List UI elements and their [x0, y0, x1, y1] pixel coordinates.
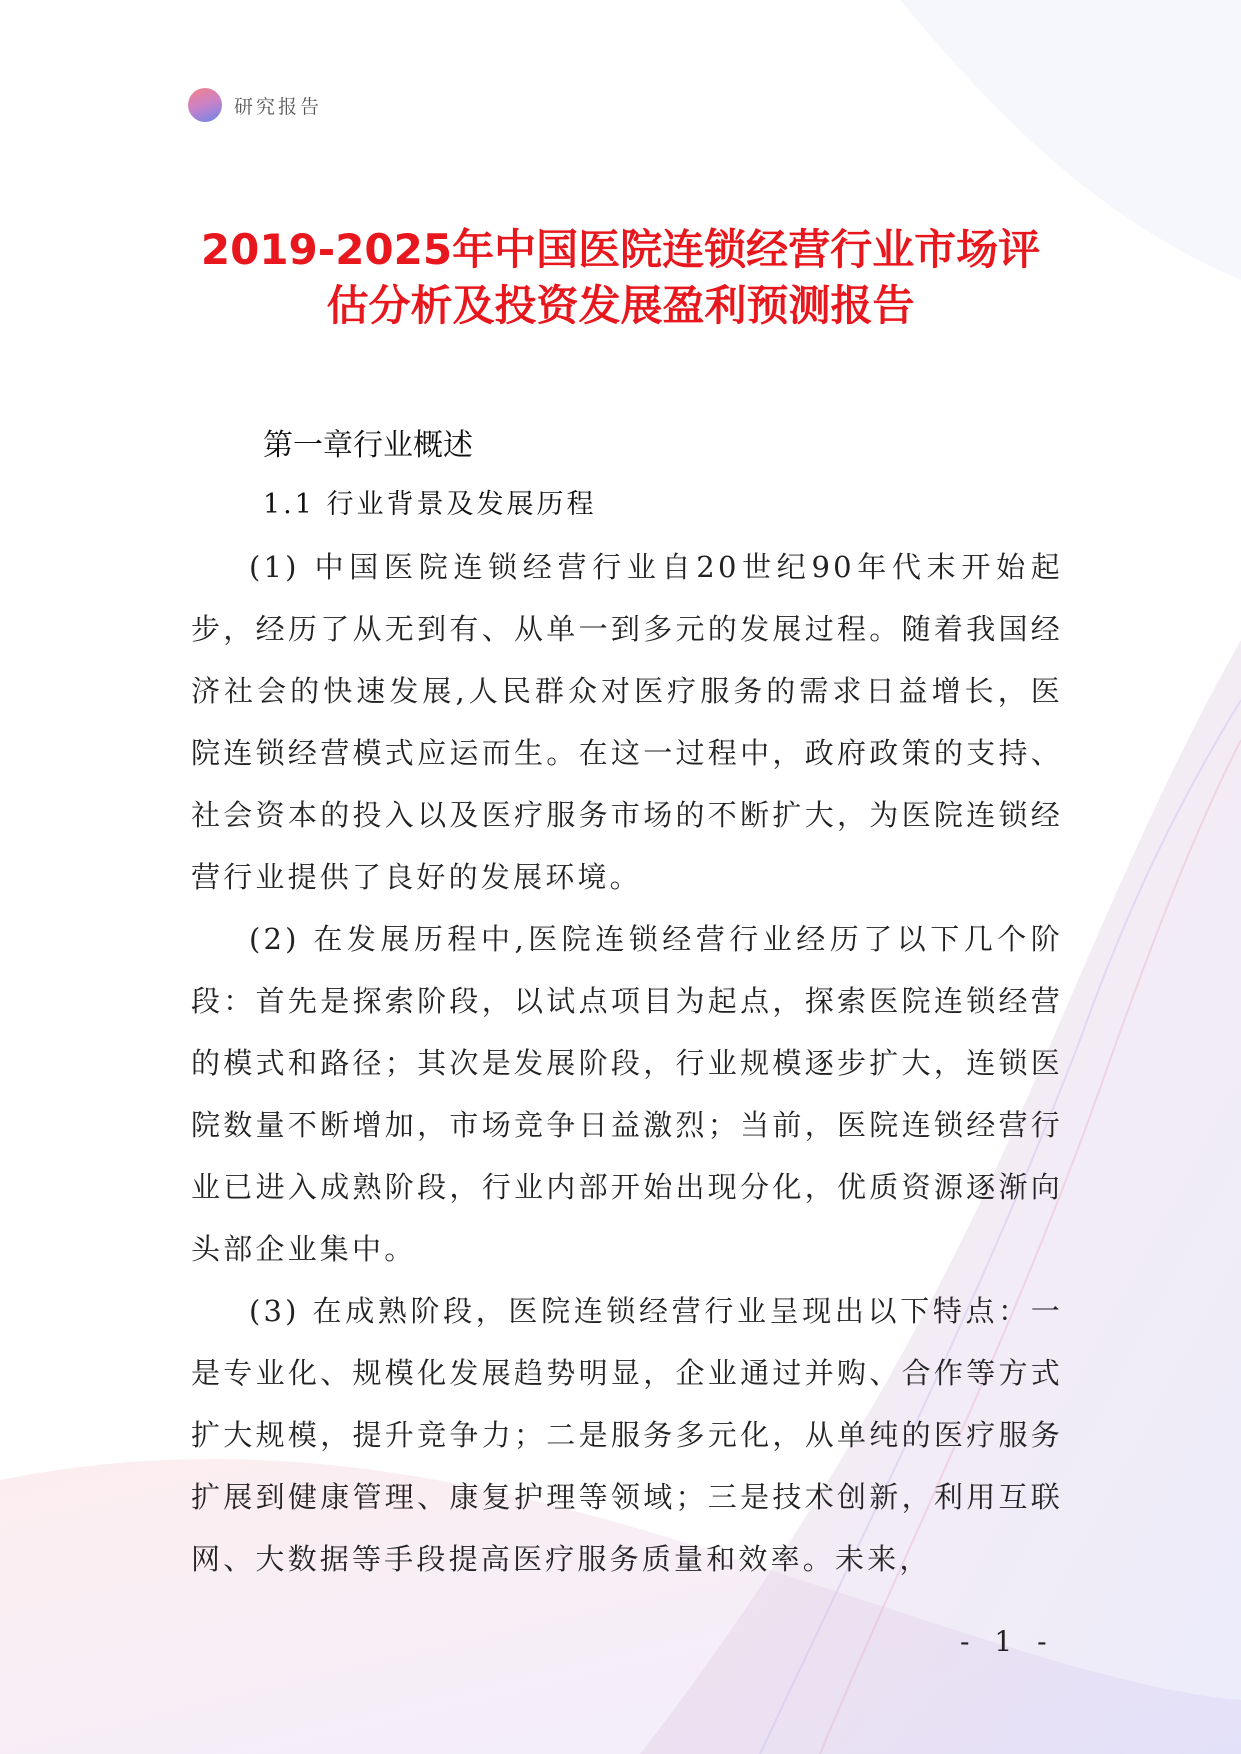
document-title [150, 222, 1091, 334]
paragraph-2: (2) 在发展历程中,医院连锁经营行业经历了以下几个阶段：首先是探索阶段，以试点项目为起点，探索医院连锁经营的模式和路径；其次是发展阶段，行业规模逐步扩大，连锁医院数量不断增加，市场竞争日益激烈；当前，医院连锁经营行业已进入成熟阶段，行业内部开始出现分化，优质资源逐渐向头部企业集中。 [191, 922, 1063, 1266]
logo-circle-icon [188, 88, 222, 122]
title-line-2: 估分析及投资发展盈利预测报告 [326, 281, 915, 330]
page-number: - 1 - [960, 1625, 1055, 1658]
report-header [188, 88, 322, 122]
paragraph-1: (1) 中国医院连锁经营行业自20世纪90年代末开始起步，经历了从无到有、从单一到多元的发展过程。随着我国经济社会的快速发展,人民群众对医疗服务的需求日益增长，医院连锁经营模式应运而生。在这一过程中，政府政策的支持、社会资本的投入以及医疗服务市场的不断扩大，为医院连锁经营行业提供了良好的发展环境。 [191, 550, 1063, 894]
title-line-1: 2019-2025年中国医院连锁经营行业市场评 [200, 225, 1041, 274]
paragraph-3: (3) 在成熟阶段，医院连锁经营行业呈现出以下特点：一是专业化、规模化发展趋势明显，企业通过并购、合作等方式扩大规模，提升竞争力；二是服务多元化，从单纯的医疗服务扩展到健康管理、康复护理等领域；三是技术创新，利用互联网、大数据等手段提高医疗服务质量和效率。未来， [191, 1294, 1063, 1576]
chapter-heading: 第一章行业概述 [263, 428, 473, 463]
header-label: 研究报告 [234, 95, 323, 118]
section-heading: 1.1 行业背景及发展历程 [263, 489, 597, 520]
body-text [191, 536, 1063, 1590]
